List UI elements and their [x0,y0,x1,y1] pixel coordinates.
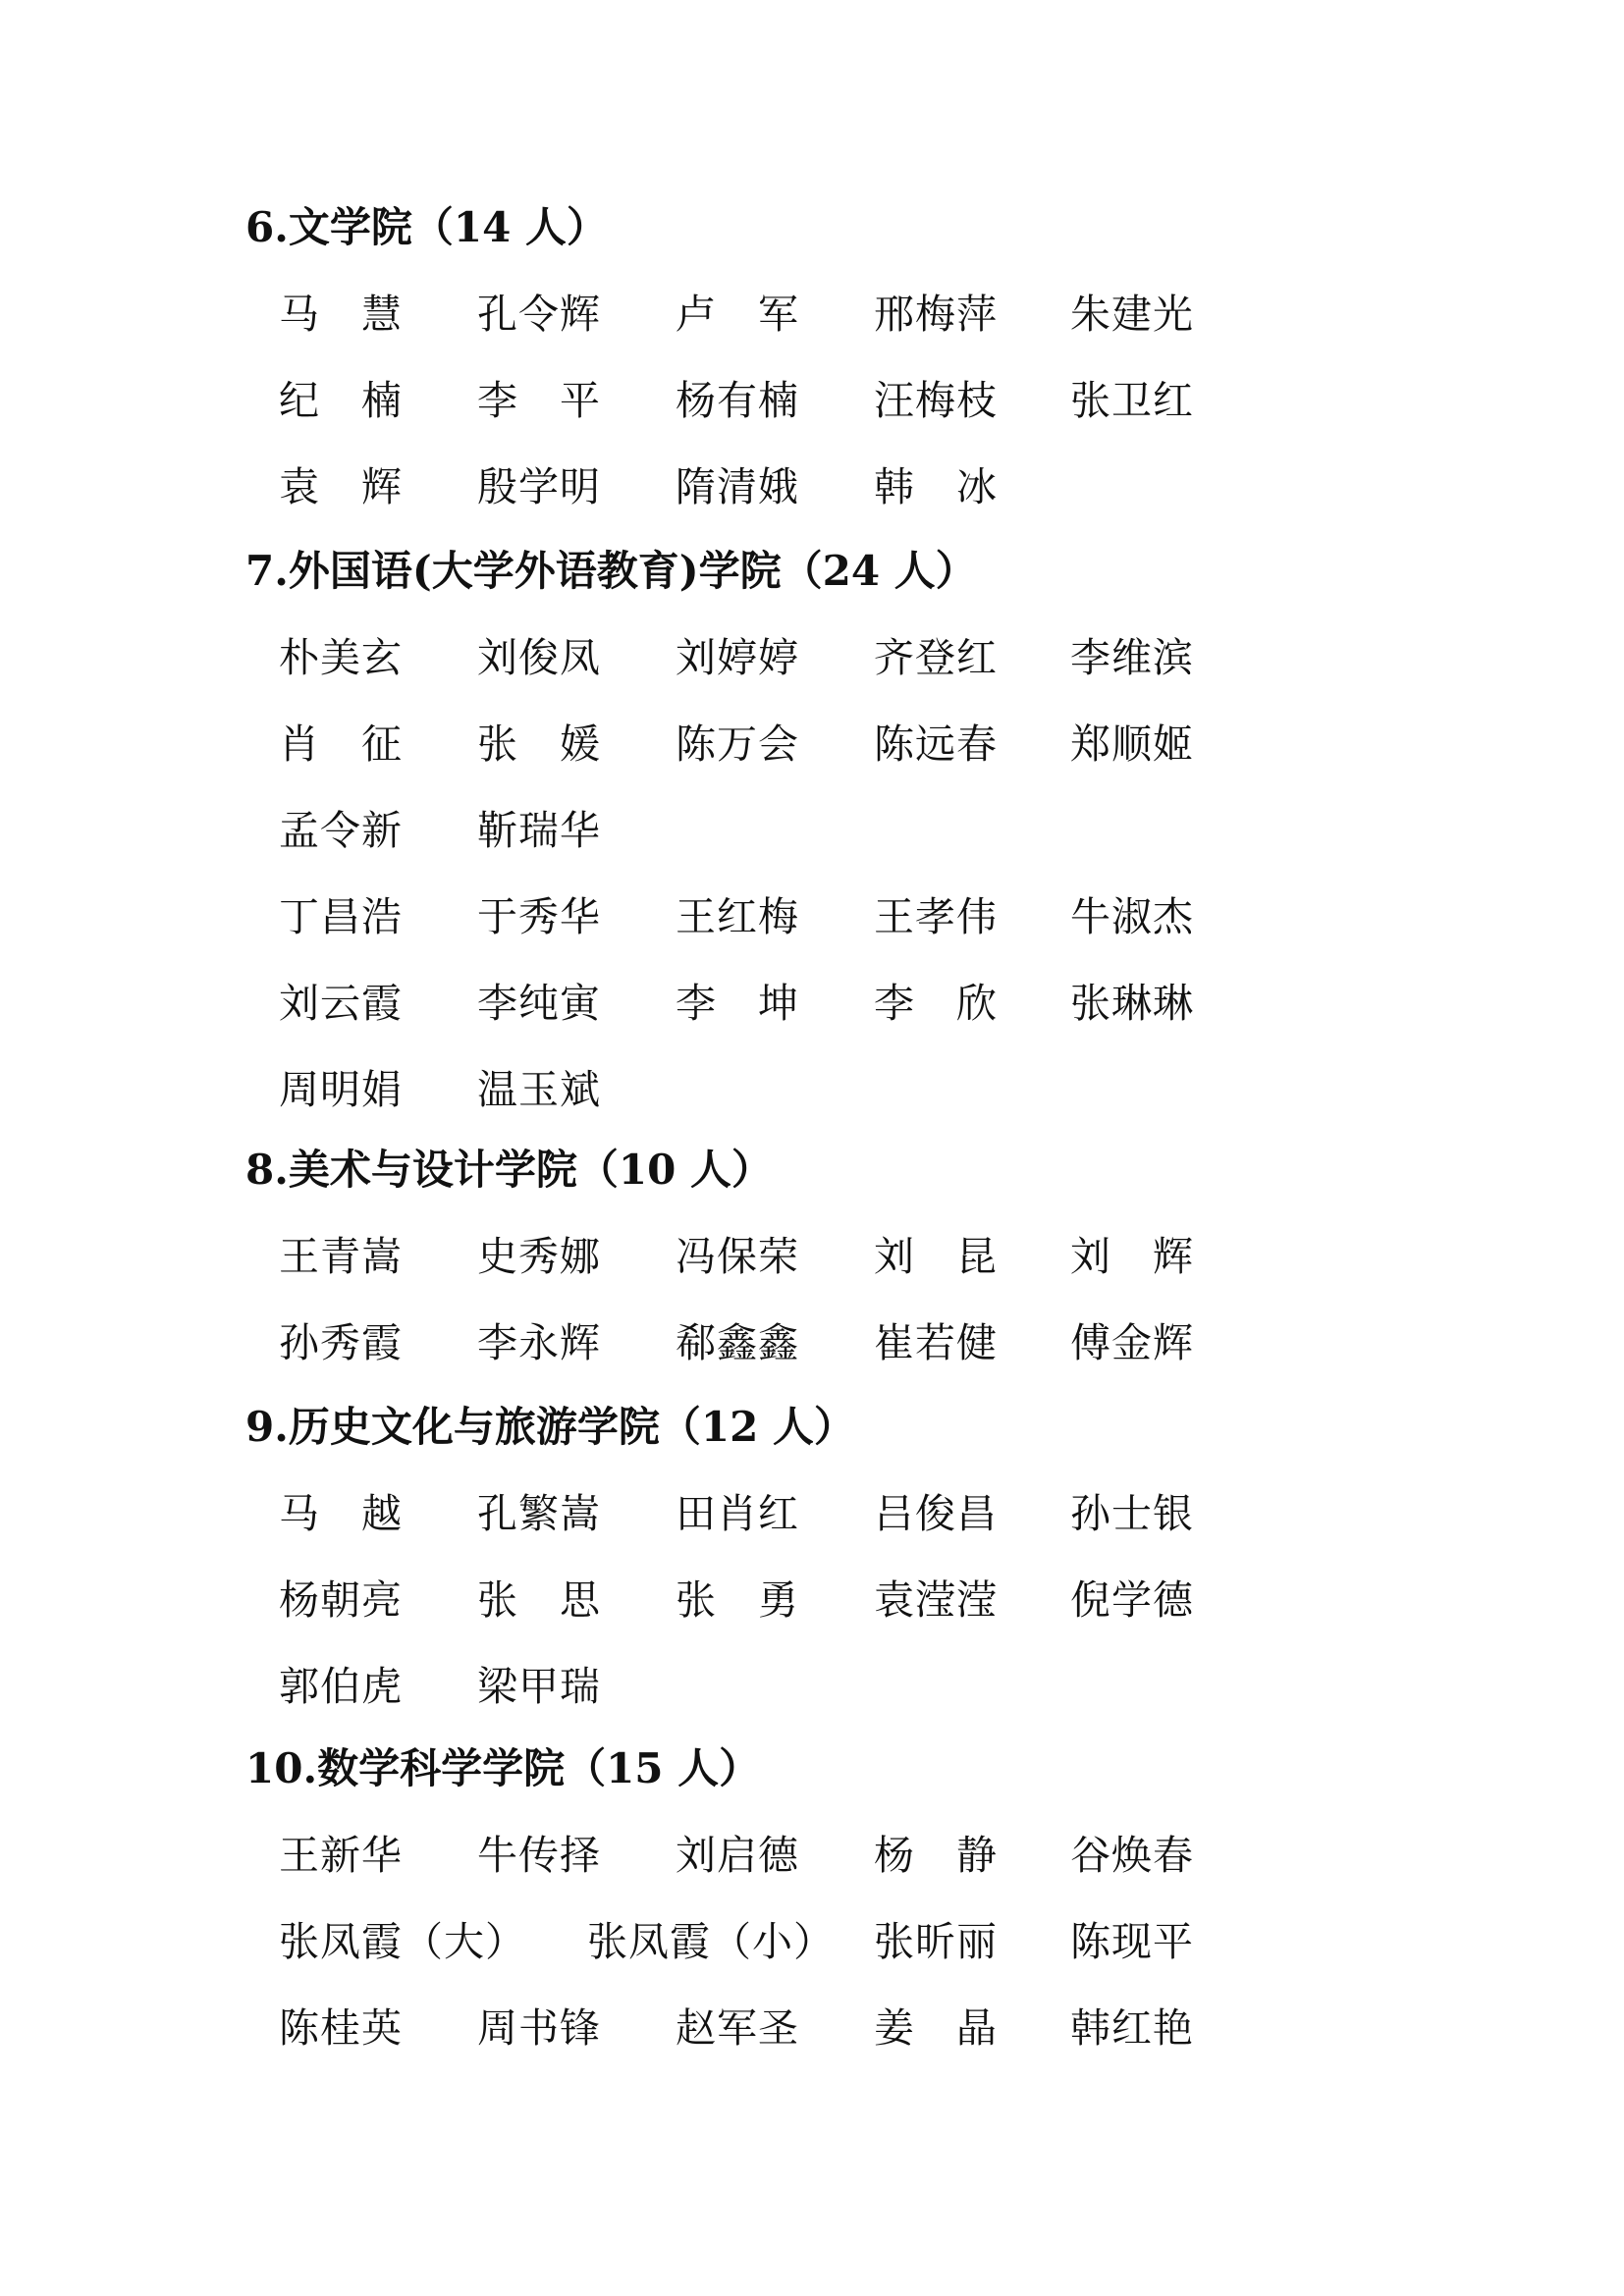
name-item: 韩 冰 [874,463,998,510]
name-item: 杨 静 [874,1832,998,1879]
name-item: 刘婷婷 [676,634,799,681]
name-item: 张昕丽 [874,1918,998,1965]
section-heading: 9.历史文化与旅游学院（12 人） [245,1403,855,1451]
name-item: 周书锋 [477,2004,601,2052]
name-item: 李维滨 [1070,634,1194,681]
name-item: 李纯寅 [477,980,601,1027]
section-heading: 8.美术与设计学院（10 人） [245,1146,773,1194]
name-item: 马 慧 [279,291,403,338]
name-item: 张凤霞（小） [587,1918,835,1965]
name-item: 隋清娥 [676,463,799,510]
name-item: 孔繁嵩 [477,1490,601,1537]
name-item: 王孝伟 [874,893,998,940]
name-item: 纪 楠 [279,377,403,424]
name-item: 李 欣 [874,980,998,1027]
name-item: 李 坤 [676,980,799,1027]
name-item: 孙士银 [1070,1490,1194,1537]
name-item: 张琳琳 [1070,980,1194,1027]
name-item: 刘启德 [676,1832,799,1879]
section-heading: 6.文学院（14 人） [245,203,608,251]
name-item: 丁昌浩 [279,893,403,940]
name-item: 赵军圣 [676,2004,799,2052]
name-item: 孟令新 [279,807,403,854]
name-item: 陈现平 [1070,1918,1194,1965]
name-item: 张 勇 [676,1576,799,1624]
name-item: 冯保荣 [676,1233,799,1280]
name-item: 韩红艳 [1070,2004,1194,2052]
name-item: 肖 征 [279,721,403,768]
name-item: 周明娟 [279,1066,403,1113]
name-item: 张卫红 [1070,377,1194,424]
name-item: 李 平 [477,377,601,424]
name-item: 王红梅 [676,893,799,940]
name-item: 郗鑫鑫 [676,1319,799,1366]
name-item: 陈远春 [874,721,998,768]
name-item: 殷学明 [477,463,601,510]
name-item: 梁甲瑞 [477,1663,601,1710]
name-item: 王青嵩 [279,1233,403,1280]
name-item: 邢梅萍 [874,291,998,338]
name-item: 吕俊昌 [874,1490,998,1537]
name-item: 杨有楠 [676,377,799,424]
name-item: 刘云霞 [279,980,403,1027]
name-item: 牛传择 [477,1832,601,1879]
name-item: 傅金辉 [1070,1319,1194,1366]
name-item: 李永辉 [477,1319,601,1366]
name-item: 孔令辉 [477,291,601,338]
name-item: 崔若健 [874,1319,998,1366]
name-item: 倪学德 [1070,1576,1194,1624]
name-item: 牛淑杰 [1070,893,1194,940]
name-item: 孙秀霞 [279,1319,403,1366]
name-item: 刘俊凤 [477,634,601,681]
name-item: 陈桂英 [279,2004,403,2052]
name-item: 田肖红 [676,1490,799,1537]
name-item: 谷焕春 [1070,1832,1194,1879]
name-item: 朴美玄 [279,634,403,681]
name-item: 陈万会 [676,721,799,768]
section-heading: 7.外国语(大学外语教育)学院（24 人） [245,547,977,595]
name-item: 张 媛 [477,721,601,768]
name-item: 汪梅枝 [874,377,998,424]
name-item: 郑顺姬 [1070,721,1194,768]
name-item: 杨朝亮 [279,1576,403,1624]
name-item: 姜 晶 [874,2004,998,2052]
name-item: 温玉斌 [477,1066,601,1113]
name-item: 靳瑞华 [477,807,601,854]
name-item: 马 越 [279,1490,403,1537]
name-item: 齐登红 [874,634,998,681]
name-item: 朱建光 [1070,291,1194,338]
name-item: 刘 昆 [874,1233,998,1280]
name-item: 张 思 [477,1576,601,1624]
name-item: 袁滢滢 [874,1576,998,1624]
name-item: 史秀娜 [477,1233,601,1280]
name-item: 袁 辉 [279,463,403,510]
section-heading: 10.数学科学学院（15 人） [245,1744,761,1792]
name-item: 卢 军 [676,291,799,338]
name-item: 于秀华 [477,893,601,940]
name-item: 刘 辉 [1070,1233,1194,1280]
name-item: 郭伯虎 [279,1663,403,1710]
name-item: 张凤霞（大） [279,1918,526,1965]
name-item: 王新华 [279,1832,403,1879]
